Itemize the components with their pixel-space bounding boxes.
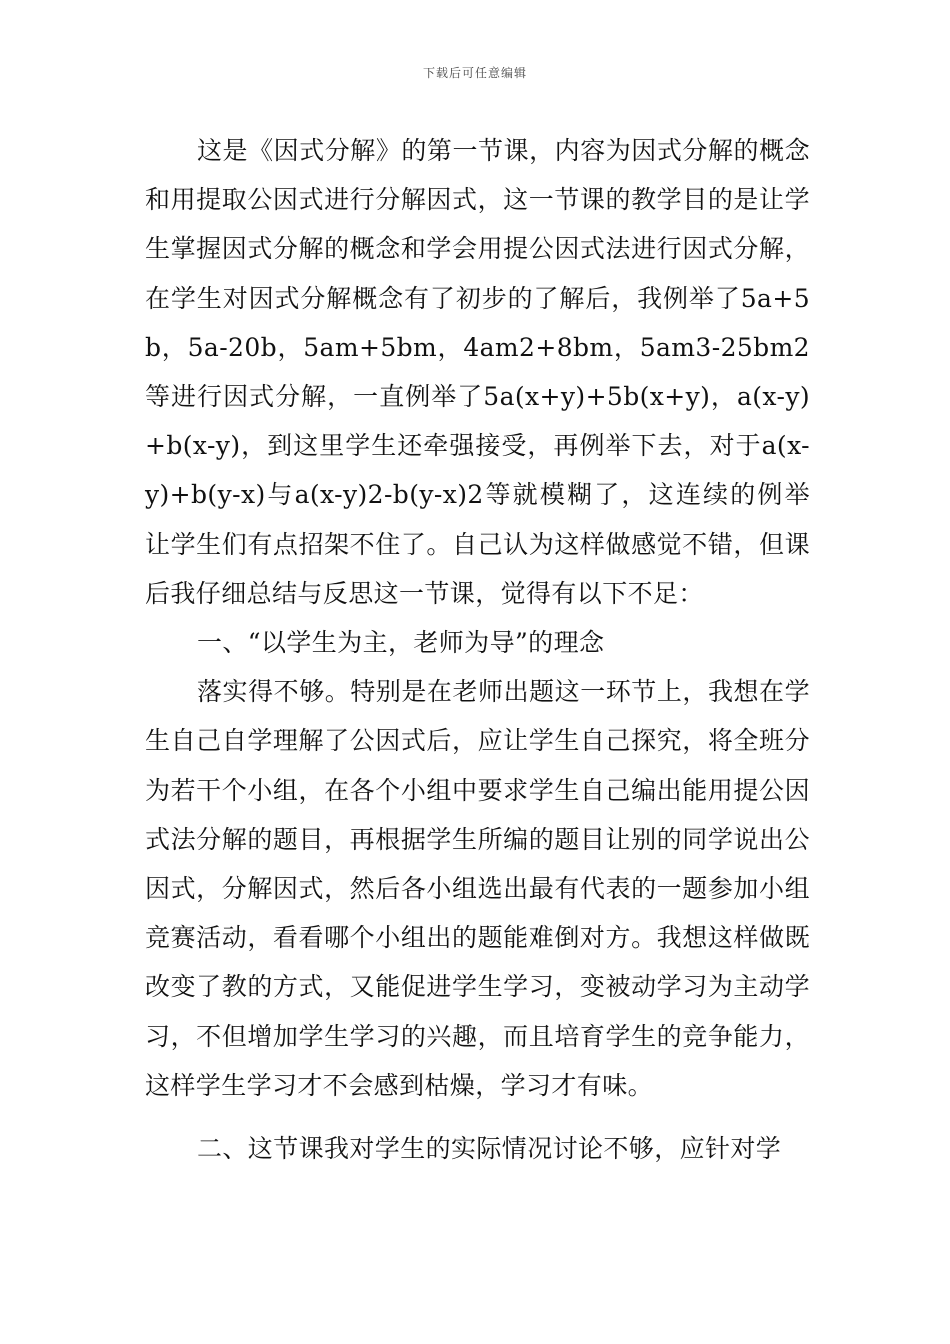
section-heading-2: 二、这节课我对学生的实际情况讨论不够，应针对学 — [197, 1134, 782, 1164]
page-header: 下载后可任意编辑 — [422, 66, 527, 80]
section-heading-1: 一、“以学生为主，老师为导”的理念 — [197, 628, 605, 658]
document-body — [145, 126, 810, 1173]
paragraph-section-1: 落实得不够。特别是在老师出题这一环节上，我想在学生自己自学理解了公因式后，应让学生自己探究，将全班分为若干个小组，在各个小组中要求学生自己编出能用提公因式法分解的题目，再根据学生所编的题目让别的同学说出公因式，分解因式，然后各小组选出最有代表的一题参加小组竞赛活动，看看哪个小组出的题能难倒对方。我想这样做既改变了教的方式，又能促进学生学习，变被动学习为主动学习，不但增加学生学习的兴趣，而且培育学生的竞争能力，这样学生学习才不会感到枯燥，学习才有味。 — [145, 677, 810, 1100]
paragraph-intro: 这是《因式分解》的第一节课，内容为因式分解的概念和用提取公因式进行分解因式，这一节课的教学目的是让学生掌握因式分解的概念和学会用提公因式法进行因式分解，在学生对因式分解概念有了初步的了解后，我例举了5a+5b，5a-20b，5am+5bm，4am2+8bm，5am3-25bm2等进行因式分解，一直例举了5a(x+y)+5b(x+y)，a(x-y)+b(x-y)，到这里学生还牵强接受，再例举下去，对于a(x-y)+b(y-x)与a(x-y)2-b(y-x)2等就模糊了，这连续的例举让学生们有点招架不住了。自己认为这样做感觉不错，但课后我仔细总结与反思这一节课，觉得有以下不足： — [145, 136, 810, 608]
